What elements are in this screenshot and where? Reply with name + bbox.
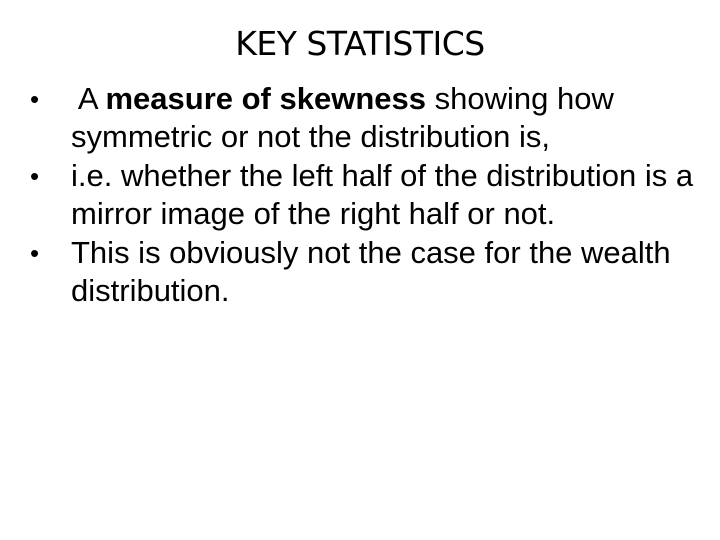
bullet-icon: • [30,238,40,268]
bullet-icon: • [30,84,40,114]
bullet-1-prefix: A [71,81,106,116]
bullet-item-1 [30,80,700,156]
bullet-1-suffix: showing how symmetric or not the distribution is, [71,81,614,154]
bullet-1-bold-term: measure of skewness [105,81,426,116]
bullet-3-text: This is obviously not the case for the wealth distribution. [71,235,671,308]
bullet-item-2 [30,157,700,233]
bullet-item-3 [30,234,700,310]
slide-title: KEY STATISTICS [235,24,485,63]
bullet-list [30,80,700,311]
bullet-icon: • [30,161,40,191]
bullet-2-text: i.e. whether the left half of the distribution is a mirror image of the right half or not. [71,158,694,231]
